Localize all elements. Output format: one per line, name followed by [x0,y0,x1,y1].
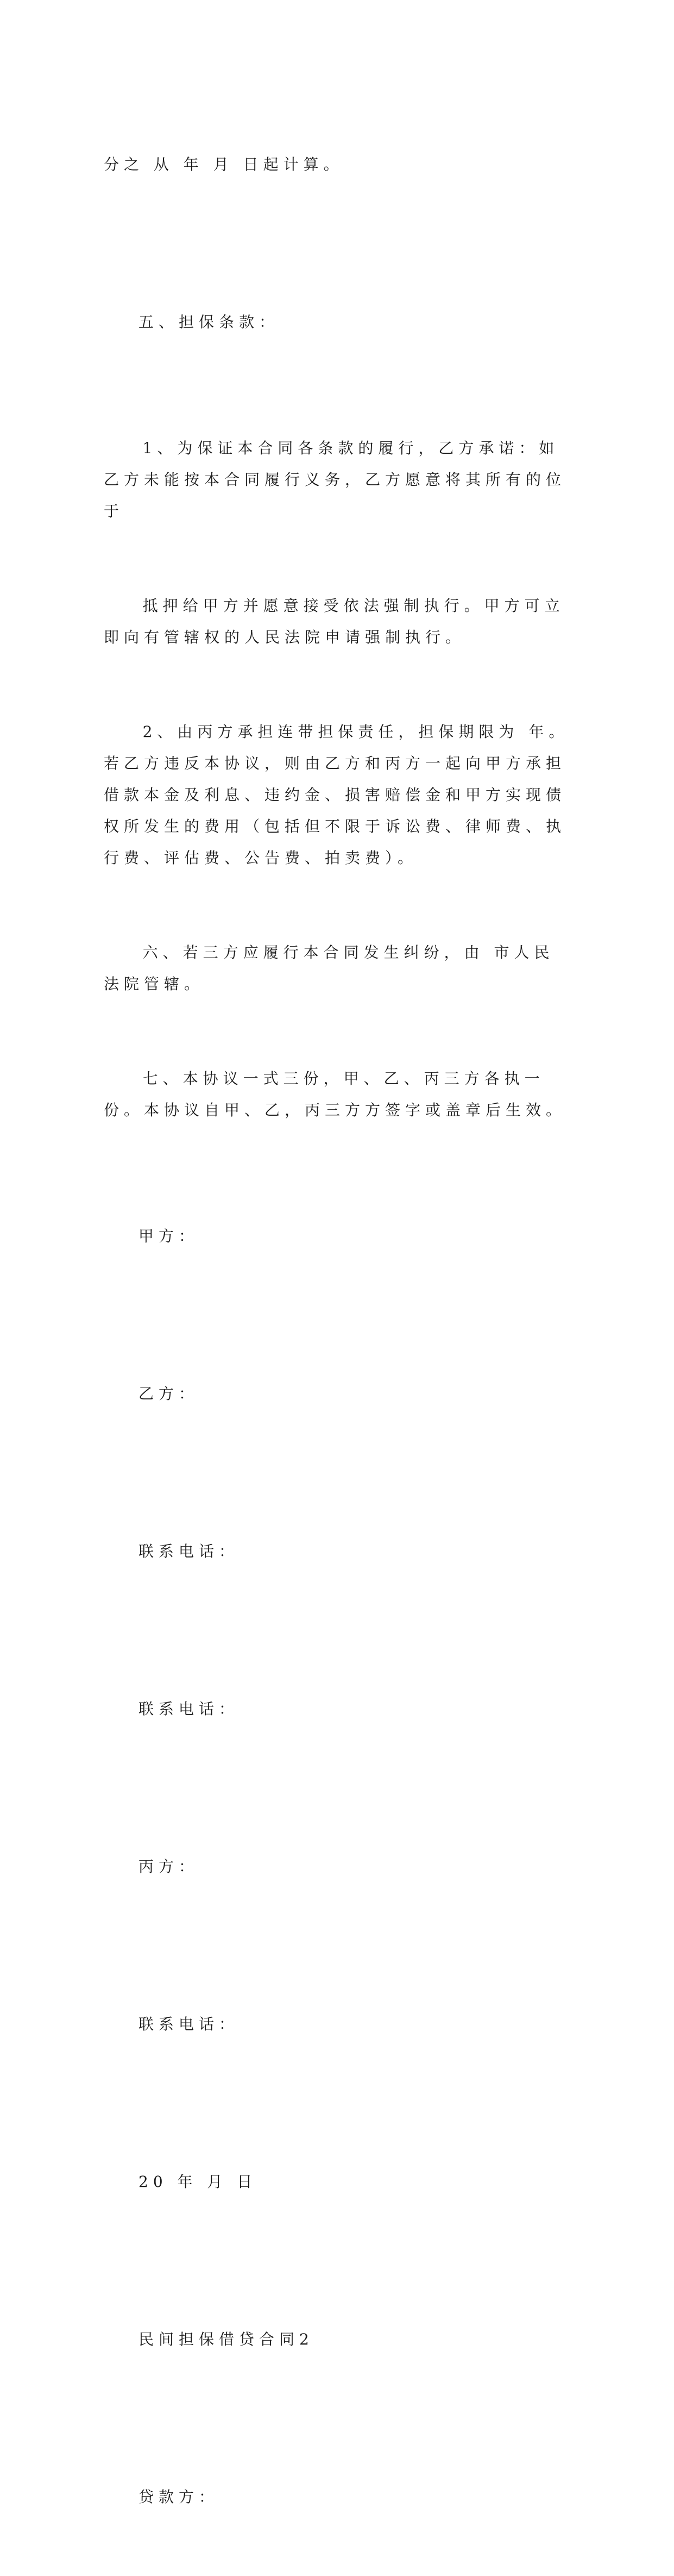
text-line: 联系电话： [138,1700,240,1718]
signature-party-b [104,1315,572,1473]
clause-1 [104,401,572,559]
contact-phone-1 [104,1473,572,1630]
text-line: 民间担保借贷合同2 [138,2330,314,2348]
clause-1-continued [104,559,572,685]
text-line: 五、担保条款： [138,313,280,331]
text-line: 能按本合同履行义务，乙方愿意将其所有的位于 [104,471,566,520]
next-contract-title [104,2261,572,2418]
text-line: 息、违约金、损害赔偿金和甲方实现债权所发生的费用（包 [104,786,566,835]
text-line: 违反本协议，则由乙方和丙方一起向甲方承担借款本金及利 [104,754,566,804]
text-line: 抵押给甲方并愿意接受依法强制执行。甲方可立即向有 [104,597,565,646]
text-line: 乙方： [138,1385,199,1403]
text-line: 1、为保证本合同各条款的履行，乙方承诺：如乙方未 [104,439,559,489]
text-line: 议自甲、乙，丙三方方签字或盖章后生效。 [184,1101,566,1119]
text-line: 甲方： [138,1227,199,1245]
text-line: 联系电话： [138,1542,240,1560]
text-line: 贷款方： [138,2488,219,2506]
contact-phone-3 [104,1946,572,2103]
text-line: 括但不限于诉讼费、律师费、执行费、评估费、公告费、拍 [104,817,566,867]
text-line: 分之 从 年 月 日起计算。 [104,155,344,173]
signature-party-c [104,1788,572,1946]
text-line: 七、本协议一式三份，甲、乙、丙三方各执一份。本协 [104,1070,545,1119]
paragraph-interest-start [104,86,572,243]
section-copies [104,1031,572,1158]
lender-label [104,2418,572,2576]
text-line: 联系电话： [138,2015,240,2033]
document-page [104,86,572,2576]
text-line: 2、由丙方承担连带担保责任，担保期限为 年。若乙方 [104,723,569,772]
text-line: 辖。 [164,975,205,993]
section-jurisdiction [104,905,572,1031]
text-line: 六、若三方应履行本合同发生纠纷，由 市人民法院管 [104,943,555,993]
signature-party-a [104,1158,572,1315]
section-heading-guarantee [104,243,572,401]
text-line: 20 年 月 日 [138,2173,257,2191]
signing-date [104,2103,572,2261]
text-line: 管辖权的人民法院申请强制执行。 [164,628,466,646]
text-line: 丙方： [138,1858,199,1875]
clause-2 [104,685,572,905]
contact-phone-2 [104,1630,572,1788]
text-line: 卖费）。 [345,849,418,867]
